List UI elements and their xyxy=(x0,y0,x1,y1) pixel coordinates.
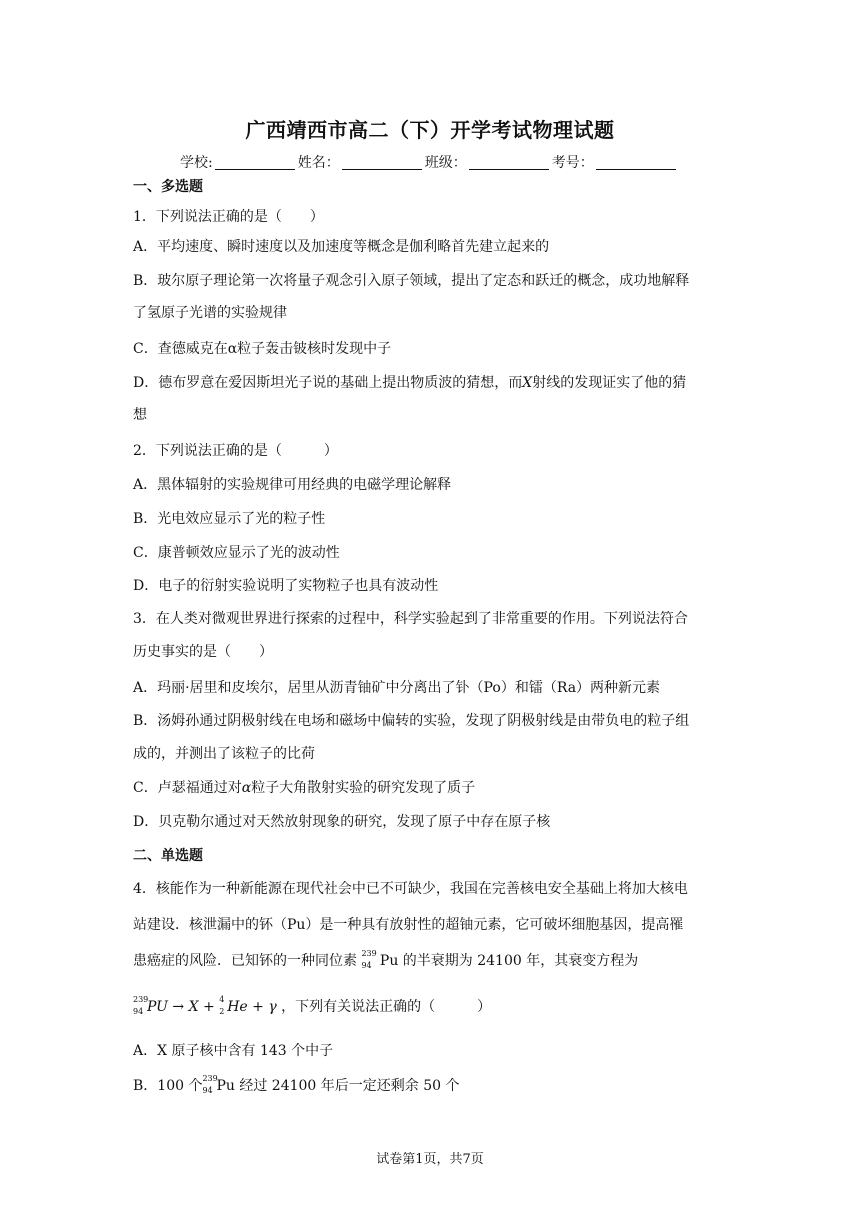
q1-option-c: C．查德威克在α粒子轰击铍核时发现中子 xyxy=(133,341,392,357)
number-label: 考号： xyxy=(551,155,594,171)
name-blank xyxy=(342,155,422,170)
q1-option-a: A．平均速度、瞬时速度以及加速度等概念是伽利略首先建立起来的 xyxy=(133,239,550,255)
q3-option-a: A．玛丽·居里和皮埃尔，居里从沥青铀矿中分离出了钋（Po）和镭（Ra）两种新元素 xyxy=(133,680,661,696)
q4-eq-body: PU → X + xyxy=(147,999,220,1015)
q3-option-b-line2: 成的，并测出了该粒子的比荷 xyxy=(133,746,315,762)
q1-d-x: X xyxy=(522,375,533,391)
q3-c-text-b: 粒子大角散射实验的研究发现了质子 xyxy=(251,780,476,796)
q2-option-a: A．黑体辐射的实验规律可用经典的电磁学理论解释 xyxy=(133,477,452,493)
q3-option-c xyxy=(133,777,475,797)
q2-option-b: B．光电效应显示了光的粒子性 xyxy=(133,511,326,527)
section-multi: 一、多选题 xyxy=(133,179,203,195)
page-title: 广西靖西市高二（下）开学考试物理试题 xyxy=(245,118,615,142)
page-footer: 试卷第1页，共7页 xyxy=(376,1152,484,1167)
q1-d-text-a: D．德布罗意在爱因斯坦光子说的基础上提出物质波的猜想，而 xyxy=(133,375,523,391)
q4-option-a: A．X 原子核中含有 143 个中子 xyxy=(133,1043,334,1059)
q3-c-alpha: α xyxy=(241,780,252,796)
q2-stem: 2．下列说法正确的是（ ） xyxy=(133,443,338,459)
q4-l3-text-a: 患癌症的风险．已知钚的一种同位素 xyxy=(133,953,357,969)
q1-option-b-line2: 了氢原子光谱的实验规律 xyxy=(133,305,287,321)
q3-stem-line1: 3．在人类对微观世界进行探索的过程中，科学实验起到了非常重要的作用。下列说法符合 xyxy=(133,611,688,627)
name-label: 姓名： xyxy=(297,155,340,171)
q1-d-text-b: 射线的发现证实了他的猜 xyxy=(532,375,687,391)
number-blank xyxy=(596,155,676,170)
q1-option-b-line1: B．玻尔原子理论第一次将量子观念引入原子领域，提出了定态和跃迁的概念，成功地解释 xyxy=(133,273,690,289)
q3-c-text-a: C．卢瑟福通过对 xyxy=(133,780,242,796)
q1-option-d-line1 xyxy=(133,372,686,392)
q3-option-b-line1: B．汤姆孙通过阴极射线在电场和磁场中偏转的实验，发现了阴极射线是由带负电的粒子组 xyxy=(133,713,690,729)
q3-stem-line2: 历史事实的是（ ） xyxy=(133,644,273,660)
section-single: 二、单选题 xyxy=(133,848,203,864)
school-label: 学校: xyxy=(180,155,213,171)
q2-option-d: D．电子的衍射实验说明了实物粒子也具有波动性 xyxy=(133,578,439,594)
q4-eq-pu-notation: 239 94 xyxy=(133,995,149,1016)
q2-option-c: C．康普顿效应显示了光的波动性 xyxy=(133,545,340,561)
q1-stem: 1．下列说法正确的是（ ） xyxy=(133,209,324,225)
q4-eq-he-notation: 4 2 xyxy=(219,995,225,1016)
q4-l3-text-b: Pu 的半衰期为 24100 年，其衰变方程为 xyxy=(379,953,639,969)
q4-equation-line xyxy=(133,996,491,1016)
class-label: 班级： xyxy=(424,155,467,171)
q4-isotope-notation: 239 94 xyxy=(361,949,377,970)
school-blank xyxy=(215,155,295,170)
q4-b-text-b: Pu 经过 24100 年后一定还剩余 50 个 xyxy=(216,1078,460,1094)
q4-eq-tail: ，下列有关说法正确的（ ） xyxy=(281,999,492,1015)
q1-option-d-line2: 想 xyxy=(133,407,147,423)
q4-b-notation: 239 94 xyxy=(202,1074,218,1095)
q4-stem-line2: 站建设．核泄漏中的钚（Pu）是一种具有放射性的超铀元素，它可破坏细胞基因，提高罹 xyxy=(133,917,684,933)
student-info-row xyxy=(180,152,679,172)
class-blank xyxy=(469,155,549,170)
q4-eq-he-body: He + γ xyxy=(227,999,277,1015)
q4-b-text-a: B．100 个 xyxy=(133,1078,203,1094)
q3-option-d: D．贝克勒尔通过对天然放射现象的研究，发现了原子中存在原子核 xyxy=(133,814,551,830)
q4-option-b xyxy=(133,1075,460,1095)
q4-stem-line1: 4．核能作为一种新能源在现代社会中已不可缺少，我国在完善核电安全基础上将加大核电 xyxy=(133,881,688,897)
q4-stem-line3 xyxy=(133,950,638,970)
